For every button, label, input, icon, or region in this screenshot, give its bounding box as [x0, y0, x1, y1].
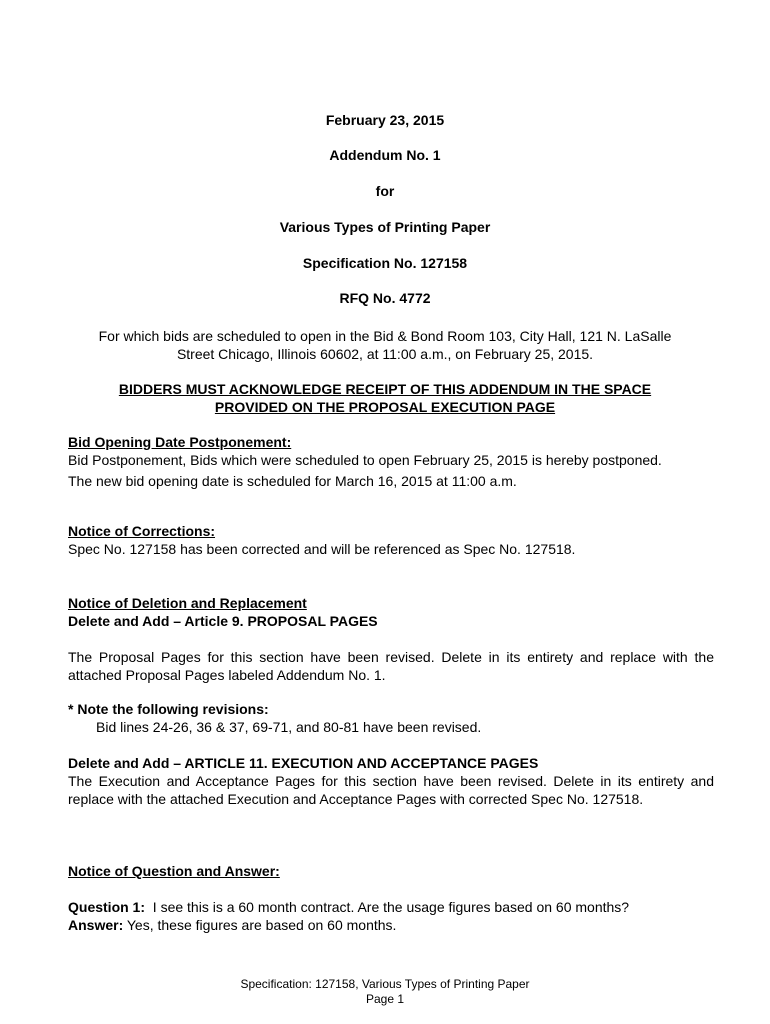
document-date: February 23, 2015 — [325, 112, 445, 128]
postponement-line-2: The new bid opening date is scheduled for March 16, 2015 at 11:00 a.m. — [68, 473, 517, 489]
intro-line-2: Street Chicago, Illinois 60602, at 11:00 a.m., on February 25, 2015. — [176, 346, 594, 362]
subject-title: Various Types of Printing Paper — [279, 219, 491, 235]
answer-1 — [68, 916, 714, 934]
acknowledge-line-2: PROVIDED ON THE PROPOSAL EXECUTION PAGE — [214, 399, 556, 415]
postponement-heading: Bid Opening Date Postponement: — [68, 434, 292, 450]
question-1 — [68, 898, 714, 916]
page-footer — [0, 977, 770, 1007]
for-label: for — [375, 183, 395, 199]
article11-section — [68, 754, 714, 808]
acknowledge-notice — [0, 380, 770, 416]
revisions-text: Bid lines 24-26, 36 & 37, 69-71, and 80-81 have been revised. — [96, 719, 482, 735]
qa-heading: Notice of Question and Answer: — [68, 863, 280, 879]
deletion-section — [68, 594, 714, 630]
answer-text: Yes, these figures are based on 60 months. — [123, 917, 397, 933]
answer-label: Answer: — [68, 917, 124, 933]
revisions-section — [68, 700, 714, 736]
qa-section — [68, 898, 714, 934]
postponement-line-1: Bid Postponement, Bids which were scheduled to open February 25, 2015 is hereby postponed. — [68, 452, 662, 468]
corrections-text: Spec No. 127158 has been corrected and will be referenced as Spec No. 127518. — [68, 541, 576, 557]
question-label: Question 1: — [68, 899, 146, 915]
article11-text: The Execution and Acceptance Pages for this section have been revised. Delete in its entirety and replace with the attached Execution and Acceptance Pages with corrected Spec No. 127518. — [68, 773, 714, 807]
acknowledge-line-1: BIDDERS MUST ACKNOWLEDGE RECEIPT OF THIS ADDENDUM IN THE SPACE — [118, 381, 652, 397]
footer-page-number: Page 1 — [365, 992, 405, 1006]
deletion-heading: Notice of Deletion and Replacement — [68, 595, 307, 611]
intro-line-1: For which bids are scheduled to open in the Bid & Bond Room 103, City Hall, 121 N. LaSalle — [98, 328, 672, 344]
corrections-heading: Notice of Corrections: — [68, 523, 216, 539]
article9-heading: Delete and Add – Article 9. PROPOSAL PAGES — [68, 613, 378, 629]
revisions-heading: * Note the following revisions: — [68, 701, 269, 717]
specification-number: Specification No. 127158 — [302, 255, 468, 271]
question-text: I see this is a 60 month contract. Are the usage figures based on 60 months? — [145, 899, 630, 915]
addendum-number: Addendum No. 1 — [329, 147, 441, 163]
rfq-number: RFQ No. 4772 — [339, 290, 431, 306]
proposal-pages-paragraph: The Proposal Pages for this section have been revised. Delete in its entirety and replace with the attached Proposal Pages labeled Addendum No. 1. — [68, 649, 714, 683]
corrections-section — [68, 522, 714, 558]
article11-heading: Delete and Add – ARTICLE 11. EXECUTION AND ACCEPTANCE PAGES — [68, 755, 539, 771]
postponement-section — [68, 433, 714, 490]
intro-paragraph — [0, 327, 770, 363]
footer-spec: Specification: 127158, Various Types of Printing Paper — [240, 977, 530, 991]
